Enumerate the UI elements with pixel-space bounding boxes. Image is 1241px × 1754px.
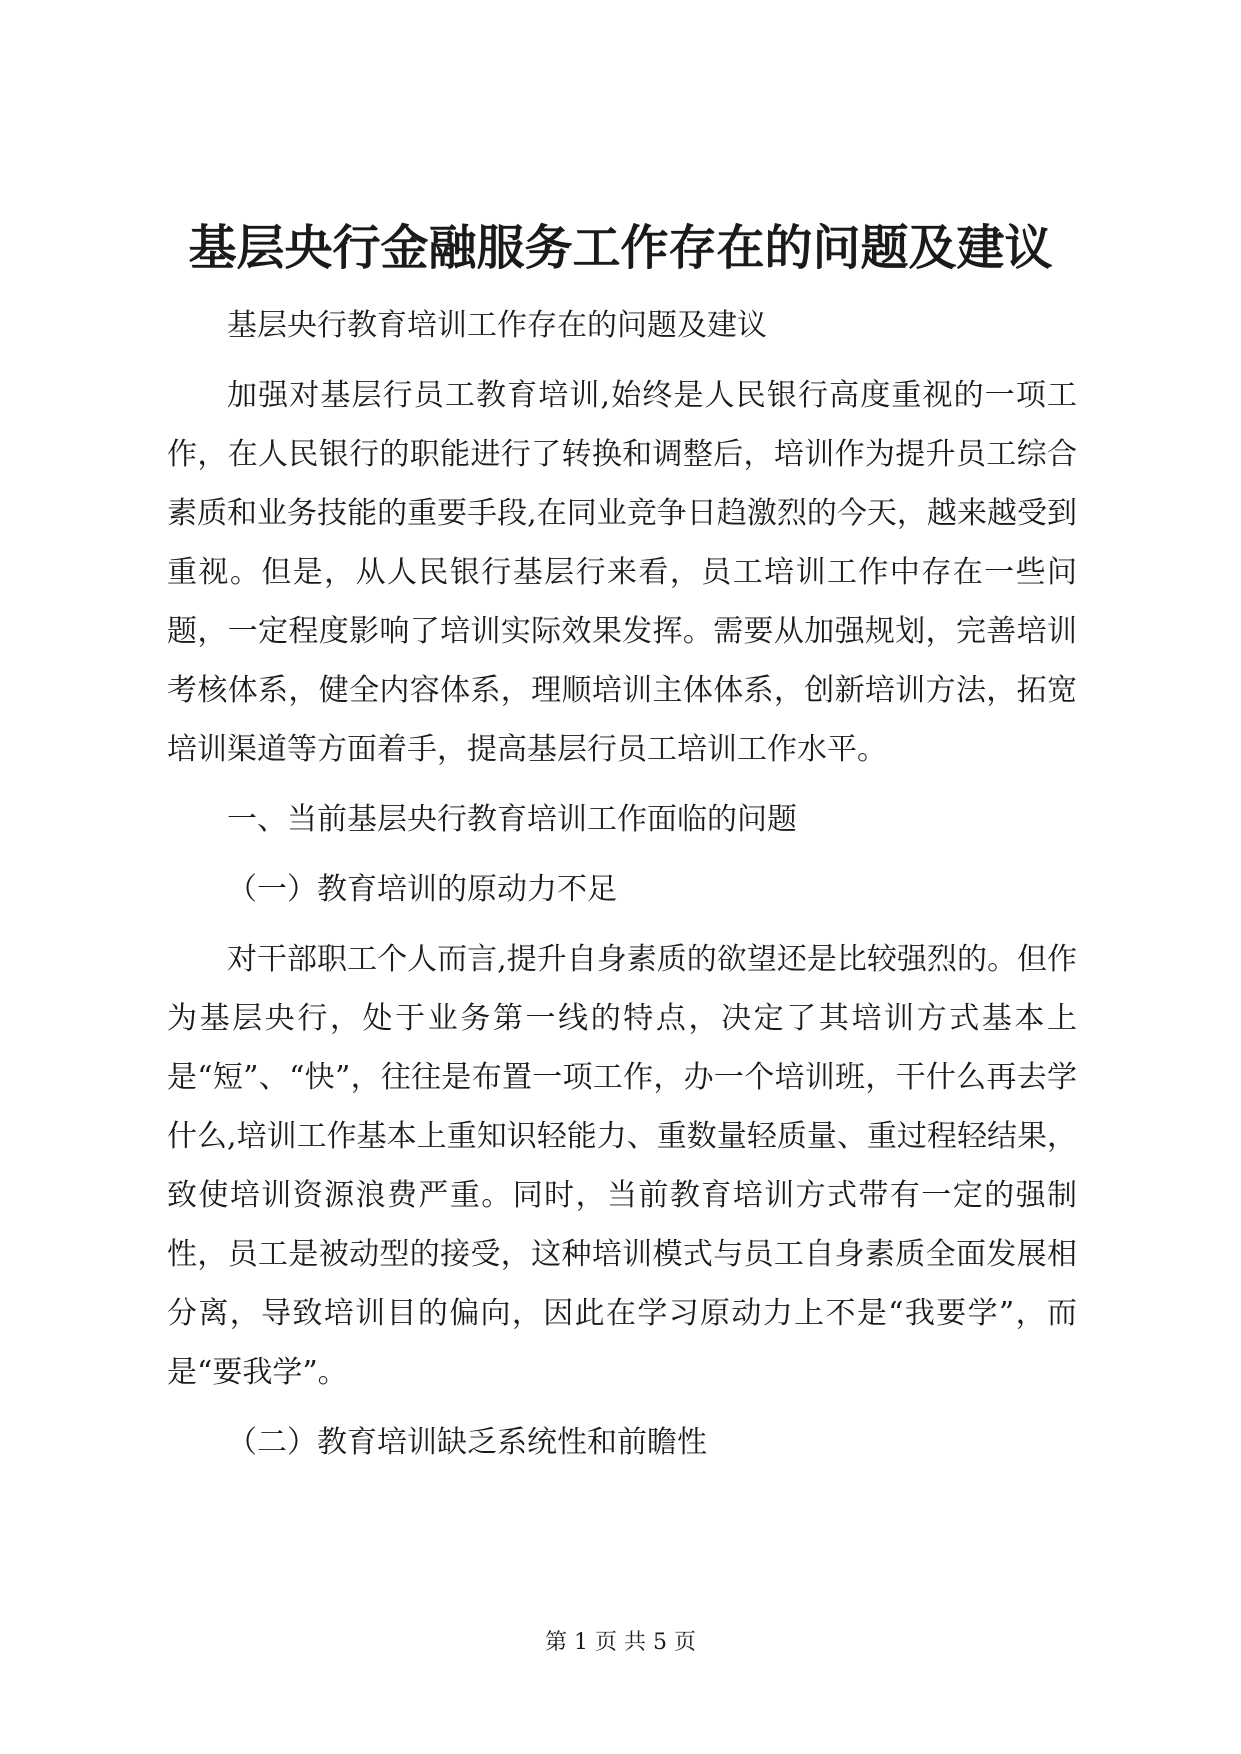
subsection-heading-1: （一）教育培训的原动力不足 [227, 872, 617, 907]
page-footer: 第 1 页 共 5 页 [545, 1630, 696, 1655]
subtitle-paragraph: 基层央行教育培训工作存在的问题及建议 [227, 308, 767, 343]
body-paragraph-1: 对干部职工个人而言,提升自身素质的欲望还是比较强烈的。但作为基层央行，处于业务第一线的特点，决定了其培训方式基本上是“短”、“快”，往往是布置一项工作，办一个培训班，干什么再去学什么,培训工作基本上重知识轻能力、重数量轻质量、重过程轻结果，致使培训资源浪费严重。同时，当前教育培训方式带有一定的强制性，员工是被动型的接受，这种培训模式与员工自身素质全面发展相分离，导致培训目的偏向，因此在学习原动力上不是“我要学”，而是“要我学”。 [167, 942, 1077, 1390]
subsection-heading-2: （二）教育培训缺乏系统性和前瞻性 [227, 1425, 707, 1460]
document-title: 基层央行金融服务工作存在的问题及建议 [188, 220, 1053, 276]
section-heading-1: 一、当前基层央行教育培训工作面临的问题 [227, 802, 797, 837]
intro-paragraph: 加强对基层行员工教育培训,始终是人民银行高度重视的一项工作，在人民银行的职能进行了转换和调整后，培训作为提升员工综合素质和业务技能的重要手段,在同业竞争日趋激烈的今天，越来越受到重视。但是，从人民银行基层行来看，员工培训工作中存在一些问题，一定程度影响了培训实际效果发挥。需要从加强规划，完善培训考核体系，健全内容体系，理顺培训主体体系，创新培训方法，拓宽培训渠道等方面着手，提高基层行员工培训工作水平。 [167, 378, 1077, 767]
document-body [167, 296, 1077, 1472]
